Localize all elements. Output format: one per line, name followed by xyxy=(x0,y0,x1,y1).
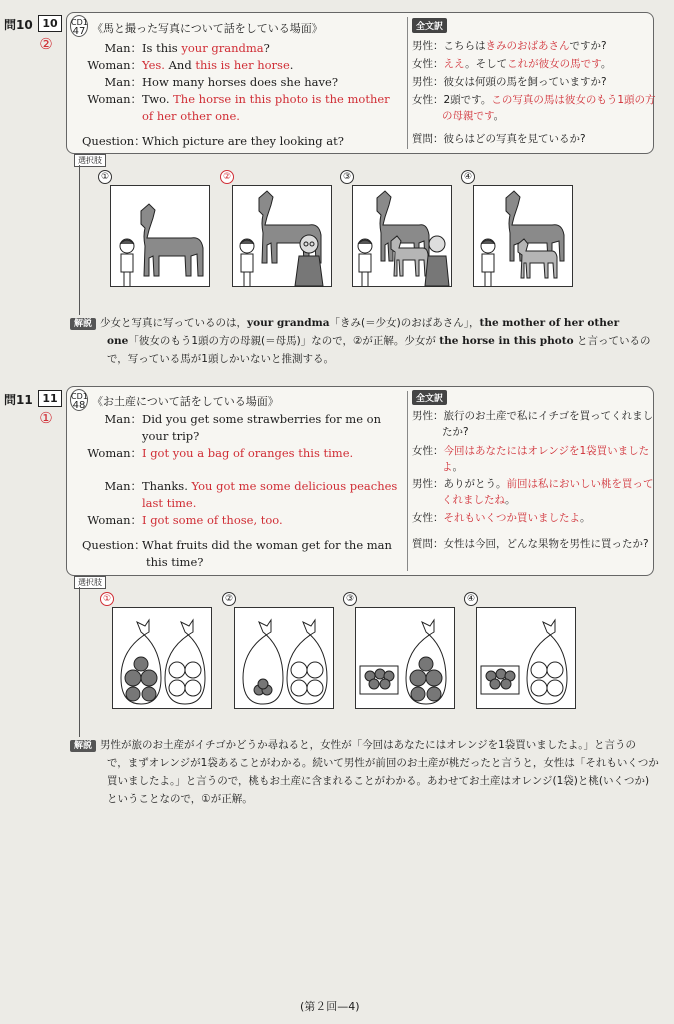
q10-divider xyxy=(407,17,408,149)
q11-cd-track: 48 xyxy=(72,400,86,411)
q11-choice-1[interactable]: ① xyxy=(100,592,114,606)
q11-question-cont: this time? xyxy=(146,555,204,569)
text: 。そして xyxy=(465,58,508,70)
q10-trans4-cont xyxy=(442,108,504,124)
q11-explanation-line1 xyxy=(70,737,636,755)
q11-line4 xyxy=(82,512,283,529)
highlight: くれましたね xyxy=(442,494,505,506)
q10-choice-4[interactable]: ④ xyxy=(461,170,475,184)
girl-horse-illustration xyxy=(111,186,211,288)
q10-choice-3[interactable]: ③ xyxy=(340,170,354,184)
speaker: Man： xyxy=(104,412,142,426)
line-text: How many horses does she have? xyxy=(142,75,339,89)
q10-cd-label: CD1 xyxy=(71,18,88,27)
page-footer: (第２回—4) xyxy=(300,1000,360,1013)
q10-cd-track: 47 xyxy=(72,26,86,37)
bold-text: the horse in this photo xyxy=(439,335,574,347)
line-text: Did you get some strawberries for me on xyxy=(142,412,381,426)
q10-trans2 xyxy=(412,56,611,72)
highlight: 今回はあなたにはオレンジを1袋買いました xyxy=(443,445,650,457)
speaker: Question： xyxy=(82,538,146,552)
q11-choice-3[interactable]: ③ xyxy=(343,592,357,606)
q11-choices-bracket xyxy=(79,587,80,737)
highlight: これが彼女の馬です xyxy=(507,58,601,70)
q11-translation-tag: 全文訳 xyxy=(412,390,447,405)
highlight: よ xyxy=(442,461,453,473)
text: 。 xyxy=(580,512,591,524)
q11-trans1: 男性：旅行のお土産で私にイチゴを買ってくれまし xyxy=(412,410,654,422)
q11-trans2 xyxy=(412,443,649,459)
q11-explanation-line3: 買いましたよ。」と言うので，桃もお土産に含まれることがわかる。あわせてお土産はオレンジ(1袋)と桃(いくつか) xyxy=(107,775,650,787)
girl-horse-grandma-illustration xyxy=(233,186,333,288)
q10-trans1 xyxy=(412,38,607,54)
text: 。 xyxy=(600,58,612,70)
q11-explanation-line4: ということなので，①が正解。 xyxy=(107,793,253,805)
text: 。 xyxy=(493,110,505,122)
speaker: Woman： xyxy=(87,446,142,460)
q11-trans3-cont xyxy=(442,492,516,508)
q11-cd-label: CD1 xyxy=(71,392,88,401)
highlight: I got some of those, too. xyxy=(142,513,283,527)
highlight: You got me some delicious peaches xyxy=(191,479,398,493)
q11-trans3 xyxy=(412,476,654,492)
q11-trans-question: 質問：女性は今回，どんな果物を男性に買ったか? xyxy=(412,538,649,550)
text: 「きみ(＝少女)のおばあさん」， xyxy=(329,317,480,329)
bold-text: one xyxy=(107,335,129,347)
strawberry-box-oranges-bag-illustration xyxy=(356,608,456,710)
q10-panel-2[interactable] xyxy=(232,185,332,287)
text: ですか? xyxy=(569,40,607,52)
girl-two-horses-illustration xyxy=(474,186,574,288)
q11-choice-2[interactable]: ② xyxy=(222,592,236,606)
text: 女性： xyxy=(412,58,444,70)
q11-explanation-badge: 解説 xyxy=(70,740,96,752)
line-end: . xyxy=(289,58,294,72)
q11-cd-icon xyxy=(70,389,88,411)
highlight: 前回は私においしい桃を買って xyxy=(506,478,654,490)
q11-label: 問11 xyxy=(4,393,33,407)
line-text: What fruits did the woman get for the man xyxy=(142,538,392,552)
line-text: Which picture are they looking at? xyxy=(142,134,344,148)
text: と言っているの xyxy=(573,335,651,347)
text: 女性：2頭です。 xyxy=(412,94,492,106)
bold-text: your grandma xyxy=(247,317,330,329)
q10-line3 xyxy=(82,74,338,91)
text: 「彼女のもう1頭の方の母親(＝母馬)」なので，②が正解。少女が xyxy=(128,335,440,347)
q10-explanation-line1 xyxy=(70,315,619,333)
q10-panel-4[interactable] xyxy=(473,185,573,287)
q11-trans4 xyxy=(412,510,591,526)
q11-question xyxy=(82,537,392,554)
q10-line1 xyxy=(82,40,270,57)
q10-trans-question: 質問：彼らはどの写真を見ているか? xyxy=(412,133,586,145)
q11-trans1-cont: たか? xyxy=(442,426,469,438)
line-text: Two. xyxy=(142,92,174,106)
q11-choice-4[interactable]: ④ xyxy=(464,592,478,606)
speaker: Man： xyxy=(104,41,142,55)
line-text: Is this xyxy=(142,41,182,55)
q11-line1 xyxy=(82,411,381,428)
q10-label: 問10 xyxy=(4,18,33,32)
q11-answer-mark: ① xyxy=(39,409,53,427)
q11-panel-3[interactable] xyxy=(355,607,455,709)
oranges-peaches-bags-illustration xyxy=(113,608,213,710)
highlight: this is her horse xyxy=(195,58,290,72)
speaker: Woman： xyxy=(87,513,142,527)
girl-horses-grandma-illustration xyxy=(353,186,453,288)
text: 少女と写真に写っているのは， xyxy=(100,317,248,329)
highlight: それもいくつか買いましたよ xyxy=(443,512,580,524)
q10-line2 xyxy=(82,57,293,74)
text: 男性：ありがとう。 xyxy=(412,478,507,490)
speaker: Woman： xyxy=(87,92,142,106)
q11-choices-tag: 選択肢 xyxy=(74,576,106,589)
highlight: の母親です xyxy=(442,110,494,122)
q11-panel-1[interactable] xyxy=(112,607,212,709)
text: 女性： xyxy=(412,512,444,524)
q10-explanation-badge: 解説 xyxy=(70,318,96,330)
speaker: Woman： xyxy=(87,58,142,72)
q10-scene: 《馬と撮った写真について話をしている場面》 xyxy=(92,22,323,35)
q10-line4-cont: of her other one. xyxy=(142,109,240,123)
highlight: この写真の馬は彼女のもう1頭の方 xyxy=(491,94,656,106)
highlight: your grandma xyxy=(181,41,264,55)
text: 。 xyxy=(452,461,463,473)
q10-trans3: 男性：彼女は何頭の馬を飼っていますか? xyxy=(412,76,607,88)
speaker: Question： xyxy=(82,134,146,148)
speaker: Man： xyxy=(104,479,142,493)
q11-line3 xyxy=(82,478,397,495)
bold-text: the mother of her other xyxy=(479,317,620,329)
q11-scene: 《お土産について話をしている場面》 xyxy=(92,395,279,408)
q10-answer-mark: ② xyxy=(39,35,53,53)
text: 男性が旅のお土産がイチゴかどうか尋ねると，女性が「今回はあなたにはオレンジを1袋買いましたよ。」と言うの xyxy=(100,739,636,751)
line-text: And xyxy=(164,58,196,72)
q11-trans2-cont xyxy=(442,459,463,475)
q10-line4 xyxy=(82,91,390,108)
highlight: Yes. xyxy=(142,58,165,72)
q11-panel-4[interactable] xyxy=(476,607,576,709)
q10-panel-3[interactable] xyxy=(352,185,452,287)
q10-choice-1[interactable]: ① xyxy=(98,170,112,184)
highlight: きみのおばあさん xyxy=(485,40,570,52)
line-text: Thanks. xyxy=(142,479,192,493)
q10-translation-tag: 全文訳 xyxy=(412,18,447,33)
q11-explanation-line2: で，まずオレンジが1袋あることがわかる。続いて男性が前回のお土産が桃だったと言うと，女性は「それもいくつか xyxy=(107,757,659,769)
q11-panel-2[interactable] xyxy=(234,607,334,709)
q11-divider xyxy=(407,391,408,571)
strawberry-peaches-bags-illustration xyxy=(235,608,335,710)
highlight: I got you a bag of oranges this time. xyxy=(142,446,354,460)
highlight: ええ xyxy=(443,58,466,70)
q11-line2 xyxy=(82,445,353,462)
highlight: The horse in this photo is the mother xyxy=(173,92,390,106)
line-end: ? xyxy=(263,41,270,55)
q11-line1-cont: your trip? xyxy=(142,429,200,443)
q10-question xyxy=(82,133,344,150)
text: 男性：こちらは xyxy=(412,40,486,52)
q10-number-box: 10 xyxy=(38,15,62,32)
q10-explanation-line2 xyxy=(107,333,650,350)
strawberry-box-peaches-bag-illustration xyxy=(477,608,577,710)
q10-choices-bracket xyxy=(79,165,80,315)
q10-choices-tag: 選択肢 xyxy=(74,154,106,167)
q11-line3-cont: last time. xyxy=(142,496,197,510)
speaker: Man： xyxy=(104,75,142,89)
q10-trans4 xyxy=(412,92,656,108)
q10-choice-2[interactable]: ② xyxy=(220,170,234,184)
q10-cd-icon xyxy=(70,15,88,37)
text: 女性： xyxy=(412,445,444,457)
q10-explanation-line3: で，写っている馬が1頭しかいないと推測する。 xyxy=(107,353,334,365)
q11-number-box: 11 xyxy=(38,390,62,407)
q10-panel-1[interactable] xyxy=(110,185,210,287)
text: 。 xyxy=(505,494,516,506)
